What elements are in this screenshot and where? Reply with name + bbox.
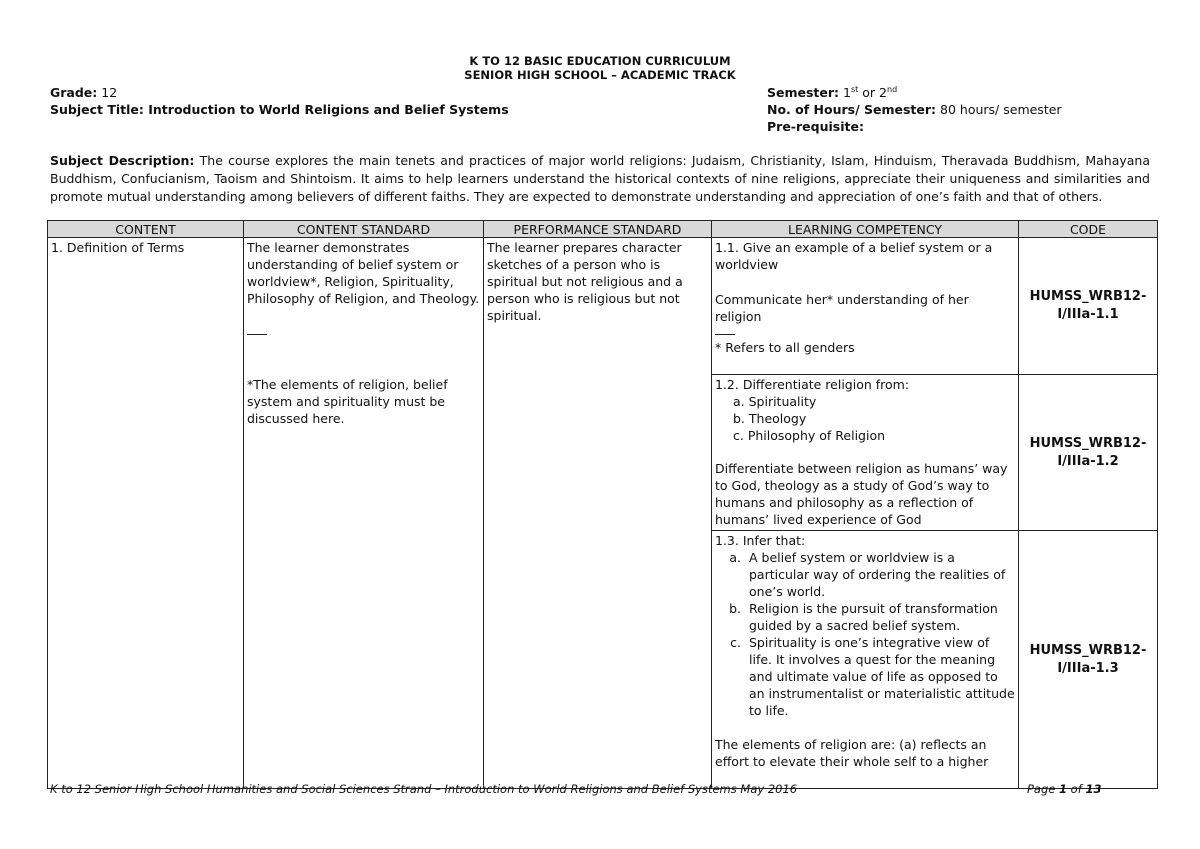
divider <box>715 334 735 336</box>
description-label: Subject Description: <box>50 153 195 168</box>
prerequisite-line <box>767 119 864 134</box>
page-number: Page 1 of 13 <box>1027 782 1102 796</box>
table-row <box>48 238 1158 375</box>
code-cell-2: HUMSS_WRB12- I/IIIa-1.2 <box>1019 375 1158 531</box>
competency-cell-3: 1.3. Infer that: a. A belief system or worldview is a particular way of ordering the realities of one’s world. b. Religion is the pursuit of transformation guided by a sacred belief system. c. Spirituality is one’s integrative view of life. It involves a quest for the meaning and ultimate value of life as opposed to an instrumentalist or materialistic attitude to life. The elements of religion are: (a) reflects an effort to elevate their whole self to a higher <box>712 531 1019 789</box>
subject-value: : Introduction to World Religions and Belief Systems <box>138 102 509 117</box>
hours-line <box>767 102 1062 117</box>
content-standard-cell: The learner demonstrates understanding of belief system or worldview*, Religion, Spirituality, Philosophy of Religion, and Theology. <box>244 238 484 375</box>
subject-label: Subject Title <box>50 102 139 117</box>
performance-standard-cell: The learner prepares character sketches of a person who is spiritual but not religious and a person who is religious but not spiritual. <box>484 238 712 789</box>
column-header: LEARNING COMPETENCY <box>712 221 1019 238</box>
column-header: CODE <box>1019 221 1158 238</box>
semester-line: Semester: 1st or 2nd <box>767 85 898 101</box>
hours-label: No. of Hours/ Semester: <box>767 102 937 117</box>
prereq-label: Pre-requisite: <box>767 119 864 134</box>
subject-description <box>50 152 1150 206</box>
competency-cell-1: 1.1. Give an example of a belief system or a worldview Communicate her* understanding of her religion * Refers to all genders <box>712 238 1019 375</box>
code-cell-3: HUMSS_WRB12- I/IIIa-1.3 <box>1019 531 1158 789</box>
description-text: The course explores the main tenets and practices of major world religions: Judaism, Christianity, Islam, Hinduism, Theravada Buddhism, Mahayana Buddhism, Confucianism, Taoism and Shintoism. It aims to help learners understand the historical contexts of nine religions, appreciate their uniqueness and similarities and promote mutual understanding among believers of different faiths. They are expected to demonstrate understanding and appreciation of one’s faith and that of others. <box>50 153 1150 204</box>
divider <box>247 334 267 336</box>
grade-value: 12 <box>101 85 118 100</box>
curriculum-table <box>47 220 1158 789</box>
column-header: CONTENT STANDARD <box>244 221 484 238</box>
column-header: PERFORMANCE STANDARD <box>484 221 712 238</box>
semester-label: Semester: <box>767 85 840 101</box>
subject-line <box>50 102 509 117</box>
content-cell: 1. Definition of Terms <box>48 238 244 789</box>
curriculum-title: K TO 12 BASIC EDUCATION CURRICULUM <box>469 54 731 68</box>
footer-text: K to 12 Senior High School Humanities and Social Sciences Strand – Introduction to World Religions and Belief Systems May 2016 <box>50 782 798 796</box>
track-title: SENIOR HIGH SCHOOL – ACADEMIC TRACK <box>464 68 736 82</box>
content-note-cell: *The elements of religion, belief system and spirituality must be discussed here. <box>244 375 484 789</box>
hours-value: 80 hours/ semester <box>940 102 1062 117</box>
grade-label: Grade: <box>50 85 98 100</box>
grade-line <box>50 85 117 100</box>
competency-cell-2: 1.2. Differentiate religion from: a. Spirituality b. Theology c. Philosophy of Religion Differentiate between religion as humans’ way to God, theology as a study of God’s way to humans and philosophy as a reflection of humans’ lived experience of God <box>712 375 1019 531</box>
table-header-row <box>48 221 1158 238</box>
column-header: CONTENT <box>48 221 244 238</box>
code-cell-1: HUMSS_WRB12- I/IIIa-1.1 <box>1019 238 1158 375</box>
